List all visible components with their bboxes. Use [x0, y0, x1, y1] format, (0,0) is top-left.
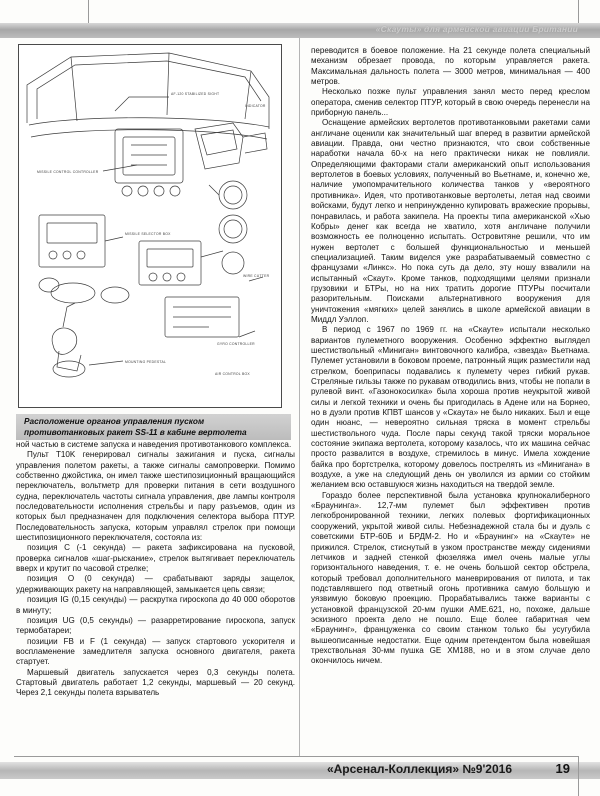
footer-divider-rule	[14, 756, 579, 757]
footer-page-number: 19	[555, 761, 570, 776]
figure-label-missile-control: MISSILE CONTROL CONTROLLER	[37, 170, 99, 174]
paragraph: Пульт T10K генерировал сигналы зажигания и пуска, сигналы управления полетом ракеты, а также сигналы самопроверки. Помимо собственно джойстика, он имел также шестипозиционный вращающийся переключатель, вольтметр для проверки питания в сети воздушного судна, переключатель частоты сигнала управления, две лампы контроля последовательности исполнения стрельбы и пару разъемов, один из которых был предназначен для подключения селектора выбора ПТУР. Последовательность запуска, которым управлял стрелок при помощи шестипозиционного переключателя, состояла из:	[16, 450, 295, 543]
figure-caption-line-1: Расположение органов управления пуском	[24, 416, 205, 426]
footer-right-rule	[578, 756, 579, 796]
paragraph: ной частью в системе запуска и наведения противотанкового комплекса.	[16, 440, 292, 449]
figure-label-selector-box: MISSILE SELECTOR BOX	[125, 232, 171, 236]
footer-magazine-title: «Арсенал-Коллекция» №9'2016	[326, 762, 512, 776]
figure-label-wire-cutter: WIRE CUTTER	[243, 274, 270, 278]
paragraph: Оснащение армейских вертолетов противотанковыми ракетами сами англичане оценили как значительный шаг вперед в развитии армейской авиации. Правда, они честно признаются, что свои собственные наработки начала 60-х на него практически никак не повлияли. Определяющими факторами стали американский опыт использования вертолетов в боевых условиях, полученный во Вьетнаме, и, конечно же, наличие умопомрачительного количества танков у «вероятного противника». Идея, что противотанковые вертолеты, летая над своими войсками, будут легко и непринужденно купировать вражеские прорывы, понравилась, и работа закипела. На проекты типа американской «Хью Кобры» денег как всегда не хватило, хотя англичане получили возможность ее полноценно испытать. Островитяне решили, что им нужен вертолет с большей функциональностью и меньшей специализацией. Таким виделся уже разрабатываемый совместно с французами «Линкс». Но пока суть да дело, эту ношу взвалили на испытанный «Скаут». Кроме танков, подходящими целями признали грузовики и БТРы, но на них тратить дорогие ПТУРы посчитали разорительным. Поисками альтернативного вооружения для уничтожения «мягких» целей занялись в школе армейской авиации в Миддл Уэллоп.	[311, 118, 590, 324]
paragraph: Несколько позже пульт управления занял место перед креслом оператора, сменив селектор ПТУР, который в свою очередь перенесли на приборную панель...	[311, 87, 590, 118]
paragraph: В период с 1967 по 1969 гг. на «Скауте» испытали несколько вариантов пулеметного вооружения. Особенно эффектно выглядел шестиствольный «Миниган» винтовочного калибра, «звезда» Вьетнама. Пулемет установили в боковом проеме, патронный ящик разместили над стрелком, боеприпасы подавались к пулемету через гибкий рукав. Стреляные гильзы также по рукавам отводились вниз, чтобы не попали в рулевой винт. «Газонокосилка» была хороша против неукрытой живой силы и легкой техники и очень бы пригодилась в Адене или на Борнео, но в дуэли против КПВТ шансов у «Скаута» не было никаких. Был и еще один нюанс, — невероятно сильная тряска в момент стрельбы шестиствольного чуда. После пары секунд такой тряски моральное состояние экипажа вертолета, которому казалось, что их машина сейчас просто развалится в воздухе, стремилось в минус. Имела хождение байка про бортстрелка, которому довелось пострелять из «Минигана» в воздухе, а уже на следующий день он уволился из армии со стойким желанием всю оставшуюся жизнь находиться на твердой земле.	[311, 325, 590, 490]
body-text-left-column	[16, 440, 295, 699]
paragraph: позиция O (0 секунда) — срабатывают заряды защелок, удерживающих ракету на направляющей, замыкается цепь связи;	[16, 574, 295, 594]
paragraph: Гораздо более перспективной была установка крупнокалиберного «Браунинга». 12,7-мм пулемет был эффективен против легкобронированной техники, легких полевых фортификационных сооружений, укрытой живой силы. Небезнадежной стала бы и дуэль с советскими БТР-60Б и БРДМ-2. Но и «Браунинг» на «Скауте» не прижился. Стрелок, стиснутый в узком пространстве между сидениями летчиков и задней стенкой фюзеляжа имел очень малые углы горизонтального наведения, т. е. не очень большой сектор обстрела, который требовал дополнительного маневрирования от пилота, и так подставлявшего под ответный огонь противника самую большую и уязвимую боковую проекцию. Прорабатывались также варианты с установкой французской 20-мм пушки AME.621, но, похоже, дальше эскизного проекта дело не пошло. Еще более габаритная чем «Браунинг», француженка со своим станком только бы усугубила вышеописанные недостатки. Еще одним претендентом была новейшая трехствольная 30-мм пушка GE XM188, но и в этом случае дело окончилось ничем.	[311, 490, 590, 666]
figure-label-gyro-controller: GYRO CONTROLLER	[217, 342, 255, 346]
figure-label-sight: AF-120 STABILIZED SIGHT	[171, 92, 220, 96]
page-frame-right-rule	[578, 0, 579, 23]
figure-caption	[24, 416, 286, 438]
page-frame-left-rule	[88, 0, 89, 23]
paragraph: позиции FB и F (1 секунда) — запуск стартового ускорителя и воспламенение замедлителя запуска основного двигателя, ракета стартует.	[16, 636, 295, 667]
figure-label-air-control-box: AIR CONTROL BOX	[215, 372, 250, 376]
figure-caption-line-2: противотанковых ракет SS-11 в кабине вертолета	[24, 427, 247, 438]
paragraph: позиция UG (0,5 секунды) — разарретирование гироскопа, запуск термобатареи;	[16, 615, 295, 636]
paragraph: позиция IG (0,15 секунды) — раскрутка гироскопа до 40 000 оборотов в минуту;	[16, 595, 295, 615]
figure-label-indicator: INDICATOR	[245, 104, 266, 108]
paragraph: позиция C (-1 секунда) — ракета зафиксирована на пусковой, проверка сигналов «шаг-рыскание», стрелок вытягивает переключатель вверх и крутит по часовой стрелке;	[16, 543, 295, 574]
running-head-title: «Скауты» для армейской авиации Британии	[375, 24, 578, 34]
paragraph: переводится в боевое положение. На 21 секунде полета специальный механизм обрезает провода, по которым управляется ракета. Максимальная дальность полета — 3000 метров, минимальная — 400 метров.	[311, 46, 590, 87]
figure-cockpit-diagram	[18, 44, 282, 408]
body-text-right-column	[311, 46, 590, 667]
paragraph: Маршевый двигатель запускается через 0,3 секунды полета. Стартовый двигатель работает 1,2 секунды, маршевый — 20 секунд. Через 2,1 секунды полета взрыватель	[16, 667, 295, 698]
figure-label-mounting-pedestal: MOUNTING PEDESTAL	[125, 360, 167, 364]
column-divider-rule	[299, 38, 300, 756]
cockpit-diagram-svg	[19, 45, 281, 407]
